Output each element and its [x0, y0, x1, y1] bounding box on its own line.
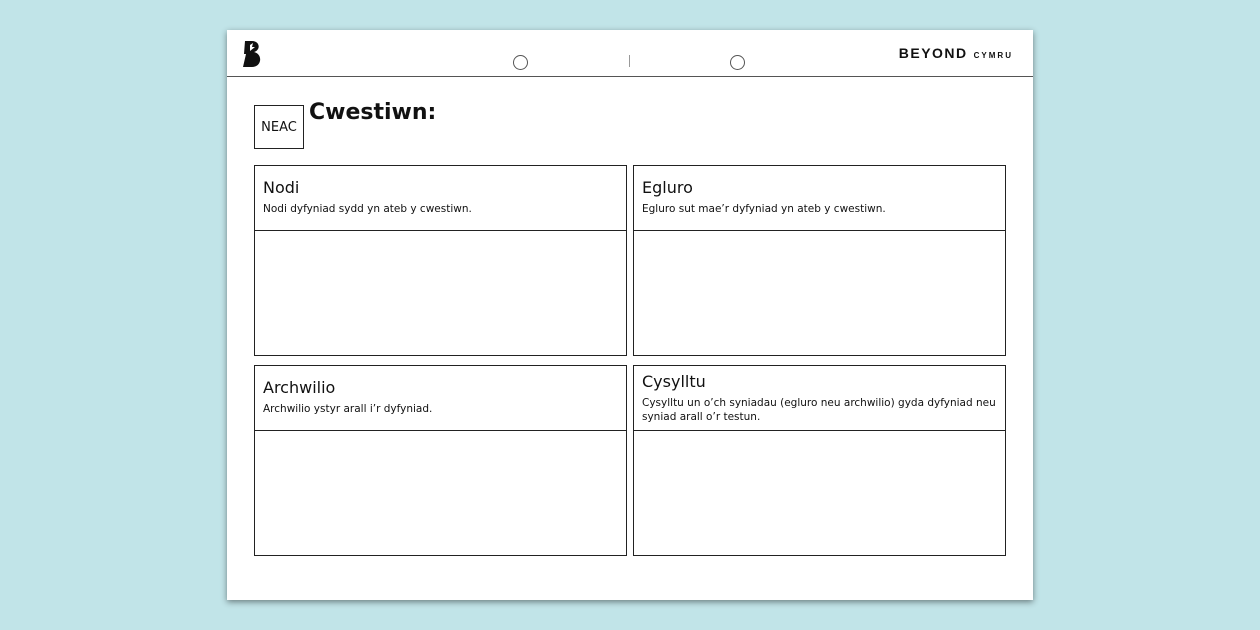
panel-header — [634, 166, 1005, 231]
brand-sub: CYMRU — [973, 51, 1013, 60]
panel-title: Nodi — [263, 178, 300, 197]
brand-wordmark — [899, 45, 1013, 61]
neac-label-box: NEAC — [254, 105, 304, 149]
brand-main: BEYOND — [898, 45, 968, 61]
panel-cysylltu — [633, 365, 1006, 556]
panel-archwilio — [254, 365, 627, 556]
question-title: Cwestiwn: — [309, 100, 437, 125]
panel-header — [634, 366, 1005, 431]
panel-description: Egluro sut mae’r dyfyniad yn ateb y cwestiwn. — [642, 203, 886, 215]
punch-hole-right — [730, 55, 745, 70]
panel-header — [255, 366, 626, 431]
beyond-logo-icon — [241, 39, 265, 69]
worksheet-page — [227, 30, 1033, 600]
header-divider — [227, 76, 1033, 77]
panel-header — [255, 166, 626, 231]
panel-title: Egluro — [642, 178, 693, 197]
punch-hole-left — [513, 55, 528, 70]
panel-title: Archwilio — [263, 378, 336, 397]
panel-description: Cysylltu un o’ch syniadau (egluro neu archwilio) gyda dyfyniad neu syniad arall o’r testun. — [642, 397, 996, 423]
panel-egluro — [633, 165, 1006, 356]
panel-description: Archwilio ystyr arall i’r dyfyniad. — [263, 403, 433, 415]
center-mark — [629, 55, 630, 67]
panel-nodi — [254, 165, 627, 356]
panel-title: Cysylltu — [642, 372, 706, 391]
panel-description: Nodi dyfyniad sydd yn ateb y cwestiwn. — [263, 203, 472, 215]
